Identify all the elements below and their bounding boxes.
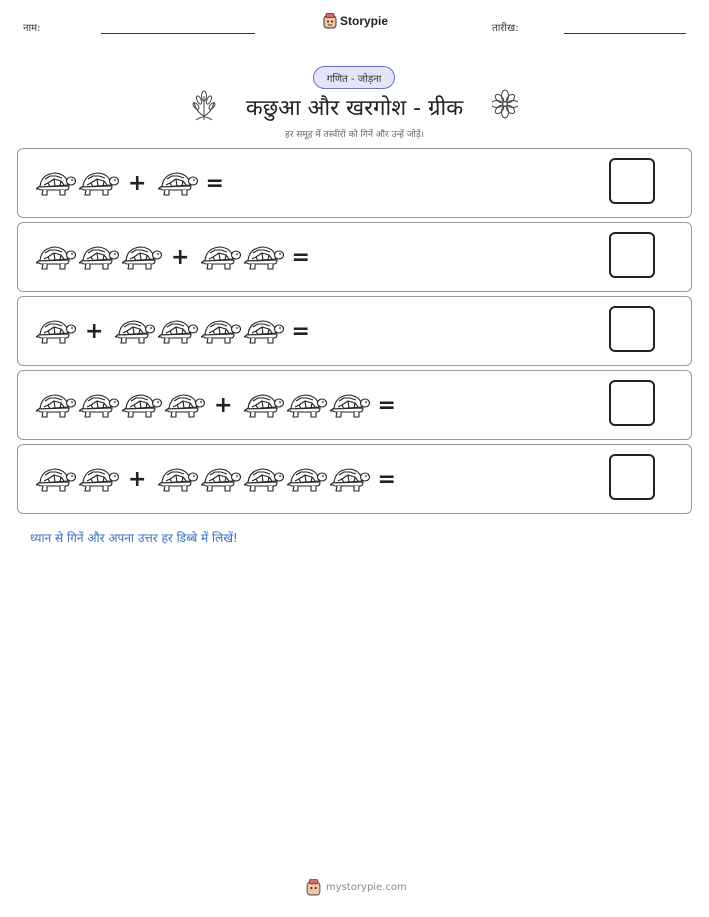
flower-icon <box>492 88 518 122</box>
storypie-logo-icon <box>306 879 321 896</box>
equals-sign: = <box>291 318 310 344</box>
footer <box>306 879 407 896</box>
turtle-icon <box>79 242 119 272</box>
turtle-icon <box>244 316 284 346</box>
storypie-logo <box>323 13 388 29</box>
turtle-icon <box>287 390 327 420</box>
equals-sign: = <box>291 244 310 270</box>
problem-expression <box>36 149 224 217</box>
turtle-icon <box>330 464 370 494</box>
page-title: कछुआ और खरगोश - ग्रीक <box>245 96 464 121</box>
turtle-icon <box>36 464 76 494</box>
title-row <box>0 88 709 126</box>
problem-expression <box>36 297 310 365</box>
turtle-icon <box>201 242 241 272</box>
problem-expression <box>36 371 396 439</box>
plus-sign: + <box>171 244 190 270</box>
date-label: तारीख: <box>492 23 519 34</box>
topic-badge: गणित - जोड़ना <box>313 66 395 89</box>
instructions: हर समूह में तस्वीरों को गिनें और उन्हें जोड़ें। <box>284 130 425 140</box>
equals-sign: = <box>377 392 396 418</box>
footer-note: ध्यान से गिनें और अपना उत्तर हर डिब्बे में लिखें! <box>30 531 238 545</box>
date-line[interactable] <box>564 33 686 34</box>
turtle-icon <box>122 390 162 420</box>
turtle-icon <box>165 390 205 420</box>
answer-box[interactable] <box>609 306 655 352</box>
problem-row <box>17 370 692 440</box>
turtle-icon <box>201 316 241 346</box>
turtle-icon <box>79 464 119 494</box>
turtle-icon <box>244 242 284 272</box>
equals-sign: = <box>377 466 396 492</box>
turtle-icon <box>115 316 155 346</box>
equals-sign: = <box>205 170 224 196</box>
turtle-icon <box>201 464 241 494</box>
storypie-logo-icon <box>323 13 337 29</box>
plus-sign: + <box>128 466 147 492</box>
problem-row <box>17 296 692 366</box>
turtle-icon <box>158 316 198 346</box>
turtle-icon <box>36 316 76 346</box>
turtle-icon <box>158 168 198 198</box>
answer-box[interactable] <box>609 158 655 204</box>
name-label: नाम: <box>23 23 41 34</box>
turtle-icon <box>244 390 284 420</box>
answer-box[interactable] <box>609 232 655 278</box>
wheat-icon <box>190 88 218 122</box>
turtle-icon <box>36 390 76 420</box>
plus-sign: + <box>85 318 104 344</box>
turtle-icon <box>122 242 162 272</box>
turtle-icon <box>287 464 327 494</box>
turtle-icon <box>79 390 119 420</box>
logo-text: Storypie <box>340 14 389 28</box>
plus-sign: + <box>128 170 147 196</box>
problem-row <box>17 148 692 218</box>
name-line[interactable] <box>101 33 255 34</box>
footer-url: mystorypie.com <box>326 882 407 893</box>
problem-expression <box>36 445 396 513</box>
turtle-icon <box>36 168 76 198</box>
answer-box[interactable] <box>609 380 655 426</box>
turtle-icon <box>244 464 284 494</box>
plus-sign: + <box>214 392 233 418</box>
turtle-icon <box>158 464 198 494</box>
problem-row <box>17 444 692 514</box>
problem-expression <box>36 223 310 291</box>
turtle-icon <box>330 390 370 420</box>
turtle-icon <box>36 242 76 272</box>
turtle-icon <box>79 168 119 198</box>
answer-box[interactable] <box>609 454 655 500</box>
problem-row <box>17 222 692 292</box>
